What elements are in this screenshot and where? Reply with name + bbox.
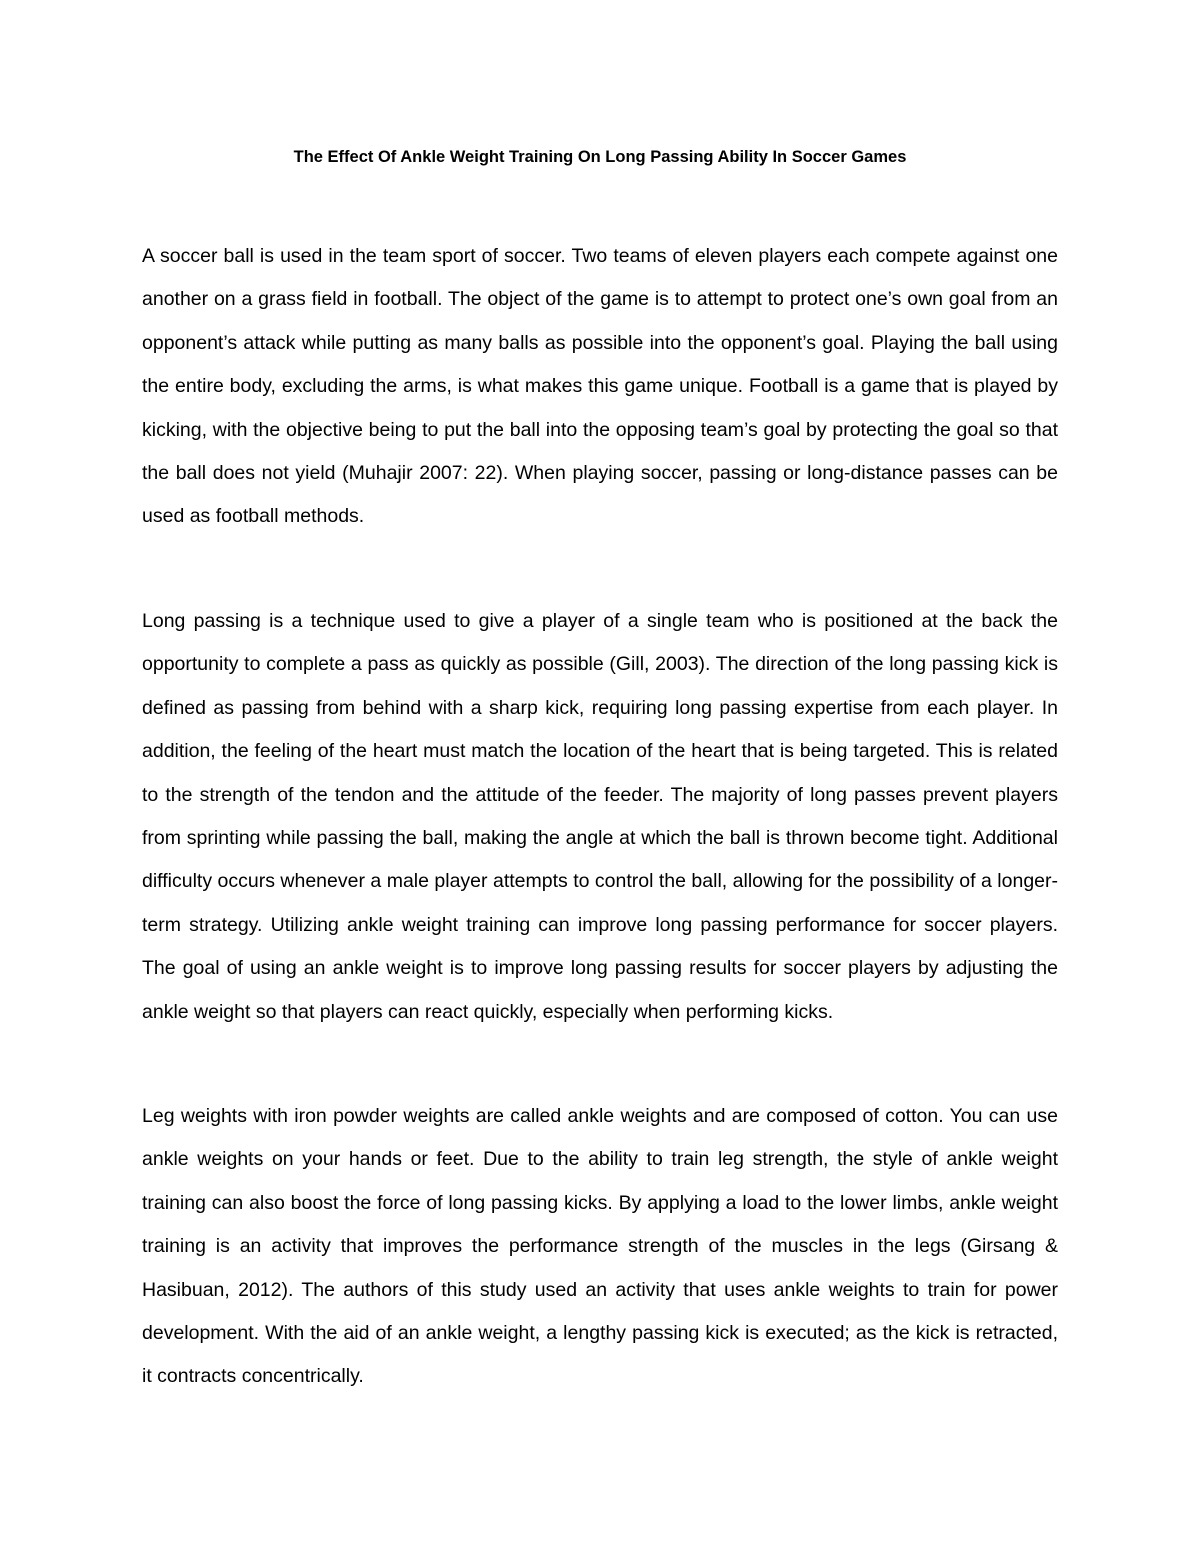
paragraph-2: Long passing is a technique used to give a player of a single team who is positioned at the back the opportunity to complete a pass as quickly as possible (Gill, 2003). The direction of the long passing kick is defined as passing from behind with a sharp kick, requiring long passing expertise from each player. In addition, the feeling of the heart must match the location of the heart that is being targeted. This is related to the strength of the tendon and the attitude of the feeder. The majority of long passes prevent players from sprinting while passing the ball, making the angle at which the ball is thrown become tight. Additional difficulty occurs whenever a male player attempts to control the ball, allowing for the possibility of a longer-term strategy. Utilizing ankle weight training can improve long passing performance for soccer players. The goal of using an ankle weight is to improve long passing results for soccer players by adjusting the ankle weight so that players can react quickly, especially when performing kicks. [142,610,1058,1023]
paragraph-3: Leg weights with iron powder weights are called ankle weights and are composed of cotton. You can use ankle weights on your hands or feet. Due to the ability to train leg strength, the style of ankle weight training can also boost the force of long passing kicks. By applying a load to the lower limbs, ankle weight training is an activity that improves the performance strength of the muscles in the legs (Girsang & Hasibuan, 2012). The authors of this study used an activity that uses ankle weights to train for power development. With the aid of an ankle weight, a lengthy passing kick is executed; as the kick is retracted, it contracts concentrically. [142,1105,1058,1388]
paragraph-1: A soccer ball is used in the team sport of soccer. Two teams of eleven players each compete against one another on a grass field in football. The object of the game is to attempt to protect one’s own goal from an opponent’s attack while putting as many balls as possible into the opponent’s goal. Playing the ball using the entire body, excluding the arms, is what makes this game unique. Football is a game that is played by kicking, with the objective being to put the ball into the opposing team’s goal by protecting the goal so that the ball does not yield (Muhajir 2007: 22). When playing soccer, passing or long-distance passes can be used as football methods. [142,245,1058,528]
document-title: The Effect Of Ankle Weight Training On Long Passing Ability In Soccer Games [293,148,907,166]
